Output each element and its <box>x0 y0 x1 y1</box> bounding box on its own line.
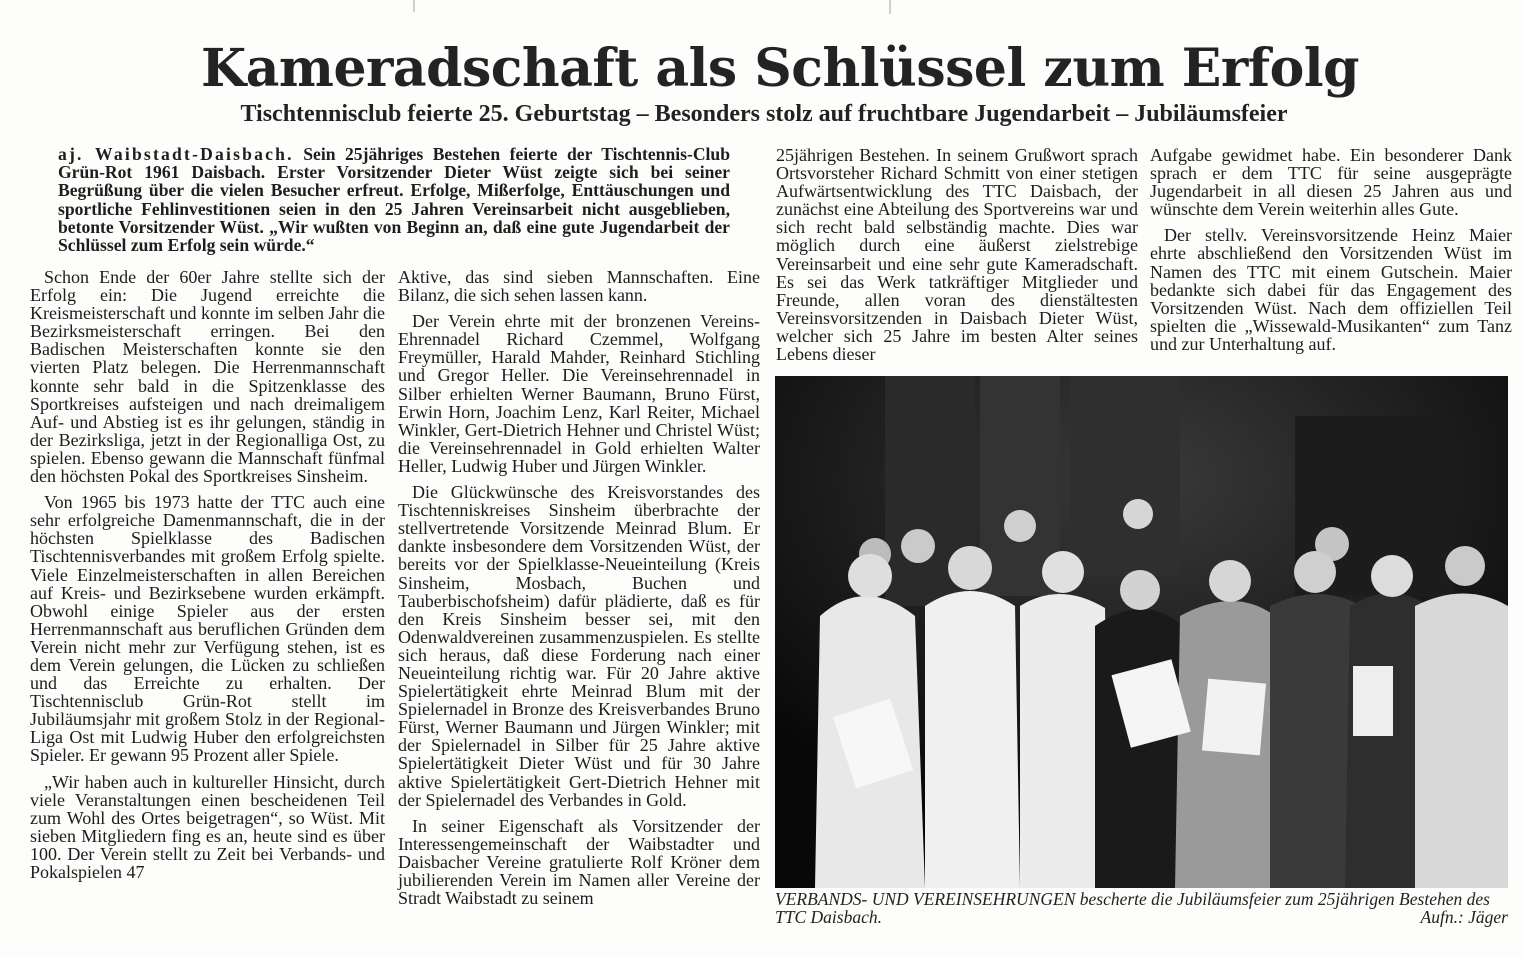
paragraph: Aufgabe gewidmet habe. Ein besonderer Dank sprach er dem TTC für seine ausgeprägte Jugendarbeit in all diesen 25 Jahren aus und wünschte dem Verein weiterhin alles Gute. <box>1150 145 1512 220</box>
caption-text: VERBANDS- UND VEREINSEHRUNGEN bescherte die Jubiläumsfeier zum 25jährigen Bestehen des TTC Daisbach. <box>775 889 1490 927</box>
column-3 <box>776 146 1138 363</box>
dirt-mark-1 <box>413 0 415 12</box>
group-photo <box>775 376 1508 888</box>
paragraph: Schon Ende der 60er Jahre stellte sich der Erfolg ein: Die Jugend erreichte die Kreismeisterschaft und konnte im selben Jahr die Bezirksmeisterschaft erringen. Bei den Badischen Meisterschaften konnte sie den vierten Platz belegen. Die Herrenmannschaft konnte sehr bald in die Spitzenklasse des Sportkreises aufsteigen und nach dreimaligem Auf- und Abstieg ist es ihr gelungen, ständig in der Bezirksliga, jetzt in der Regionalliga Ost, zu spielen. Ebenso gewann die Mannschaft fünfmal den höchsten Pokal des Sportkreises Sinsheim. <box>30 267 385 487</box>
photo-credit: Aufn.: Jäger <box>1420 907 1508 927</box>
paragraph: 25jährigen Bestehen. In seinem Grußwort sprach Ortsvorsteher Richard Schmitt von einer stetigen Aufwärtsentwicklung des TTC Daisbach, der zunächst eine Abteilung des Sportvereins war und sich recht bald selbständig machte. Dies war möglich durch eine äußerst zielstrebige Vereinsarbeit und eine sehr gute Kameradschaft. Es sei das Werk tatkräftiger Mitglieder und Freunde, allen voran des dienstältesten Vereinsvorsitzenden in Daisbach Dieter Wüst, welcher sich 25 Jahre im besten Alter seines Lebens dieser <box>776 145 1138 365</box>
subheadline: Tischtennisclub feierte 25. Geburtstag – Besonders stolz auf fruchtbare Jugendarbeit – Jubiläumsfeier <box>240 101 1288 127</box>
paragraph: Der stellv. Vereinsvorsitzende Heinz Maier ehrte abschließend den Vorsitzenden Wüst im Namen des TTC mit einem Gutschein. Maier bedankte sich dabei für das Engagement des Vorsitzenden Wüst. Nach dem offiziellen Teil spielten die „Wissewald-Musikanten“ zum Tanz und zur Unterhaltung auf. <box>1150 225 1512 354</box>
dirt-mark-2 <box>889 0 891 14</box>
column-2 <box>398 268 760 907</box>
paragraph: „Wir haben auch in kultureller Hinsicht, durch viele Veranstaltungen einen bescheidenen Teil zum Wohl des Ortes beigetragen“, so Wüst. Mit sieben Mitgliedern fing es an, heute sind es über 100. Der Verein stellt zu Zeit bei Verbands- und Pokalspielen 47 <box>30 771 385 882</box>
column-4 <box>1150 146 1512 353</box>
group-photo-image <box>775 376 1508 888</box>
column-1 <box>30 268 385 881</box>
lead-text: Sein 25jähriges Bestehen feierte der Tischtennis-Club Grün-Rot 1961 Daisbach. Erster Vorsitzender Dieter Wüst zeigte sich bei seiner Begrüßung über die vielen Besucher erfreut. Erfolge, Mißerfolge, Enttäuschungen und sportliche Fehlinvestitionen seien in den 25 Jahren Vereinsarbeit nicht ausgeblieben, betonte Vorsitzender Wüst. „Wir wußten von Beginn an, daß eine gute Jugendarbeit der Schlüssel zum Erfolg sein würde.“ <box>58 144 730 256</box>
lead-paragraph <box>58 145 730 254</box>
paragraph: Die Glückwünsche des Kreisvorstandes des Tischtenniskreises Sinsheim überbrachte der stellvertretende Vorsitzende Meinrad Blum. Er dankte insbesondere dem Vorsitzenden Wüst, der bereits vor der Spielklasse-Neueinteilung (Kreis Sinsheim, Mosbach, Buchen und Tauberbischofsheim) dafür plädierte, daß es für den Kreis Sinsheim besser sei, mit den Odenwaldvereinen zusammenzuspielen. Es stellte sich heraus, daß diese Forderung nach einer Neueinteilung richtig war. Für 20 Jahre aktive Spielertätigkeit ehrte Meinrad Blum mit der Spielernadel in Bronze des Kreisverbandes Bruno Fürst, Werner Baumann und Jürgen Winkler; mit der Spielernadel in Silber für 25 Jahre aktive Spielertätigkeit Dieter Wüst und für 30 Jahre aktive Spielertätigkeit Gert-Dietrich Hehner mit der Spielernadel des Verbandes in Gold. <box>398 482 760 810</box>
paragraph: In seiner Eigenschaft als Vorsitzender der Interessengemeinschaft der Waibstadter und Daisbacher Vereine gratulierte Rolf Kröner dem jubilierenden Verein im Namen aller Vereine der Stradt Waibstadt zu seinem <box>398 815 760 909</box>
photo-caption <box>775 890 1508 926</box>
lead-dateline: aj. Waibstadt-Daisbach. <box>58 144 294 164</box>
paragraph: Aktive, das sind sieben Mannschaften. Eine Bilanz, die sich sehen lassen kann. <box>398 267 760 306</box>
headline: Kameradschaft als Schlüssel zum Erfolg <box>201 38 1359 99</box>
paragraph: Der Verein ehrte mit der bronzenen Vereins-Ehrennadel Richard Czemmel, Wolfgang Freymüller, Harald Mahder, Reinhard Stichling und Gregor Heller. Die Vereinsehrennadel in Silber erhielten Werner Baumann, Bruno Fürst, Erwin Horn, Joachim Lenz, Karl Reiter, Michael Winkler, Gert-Dietrich Hehner und Christel Wüst; die Vereinsehrennadel in Gold erhielten Walter Heller, Ludwig Huber und Jürgen Winkler. <box>398 311 760 476</box>
paragraph: Von 1965 bis 1973 hatte der TTC auch eine sehr erfolgreiche Damenmannschaft, die in der höchsten Spielklasse des Badischen Tischtennisverbandes mit großem Erfolg spielte. Viele Einzelmeisterschaften in allen Bereichen auf Kreis- und Bezirksebene wurden erkämpft. Obwohl einige Spieler aus der ersten Herrenmannschaft aus beruflichen Gründen dem Verein nicht mehr zur Verfügung stehen, ist es dem Verein gelungen, die Lücken zu schließen und das Erreichte zu erhalten. Der Tischtennisclub Grün-Rot stellt im Jubiläumsjahr mit großem Stolz in der Regional-Liga Ost mit Ludwig Huber den erfolgreichsten Spieler. Er gewann 95 Prozent aller Spiele. <box>30 492 385 766</box>
